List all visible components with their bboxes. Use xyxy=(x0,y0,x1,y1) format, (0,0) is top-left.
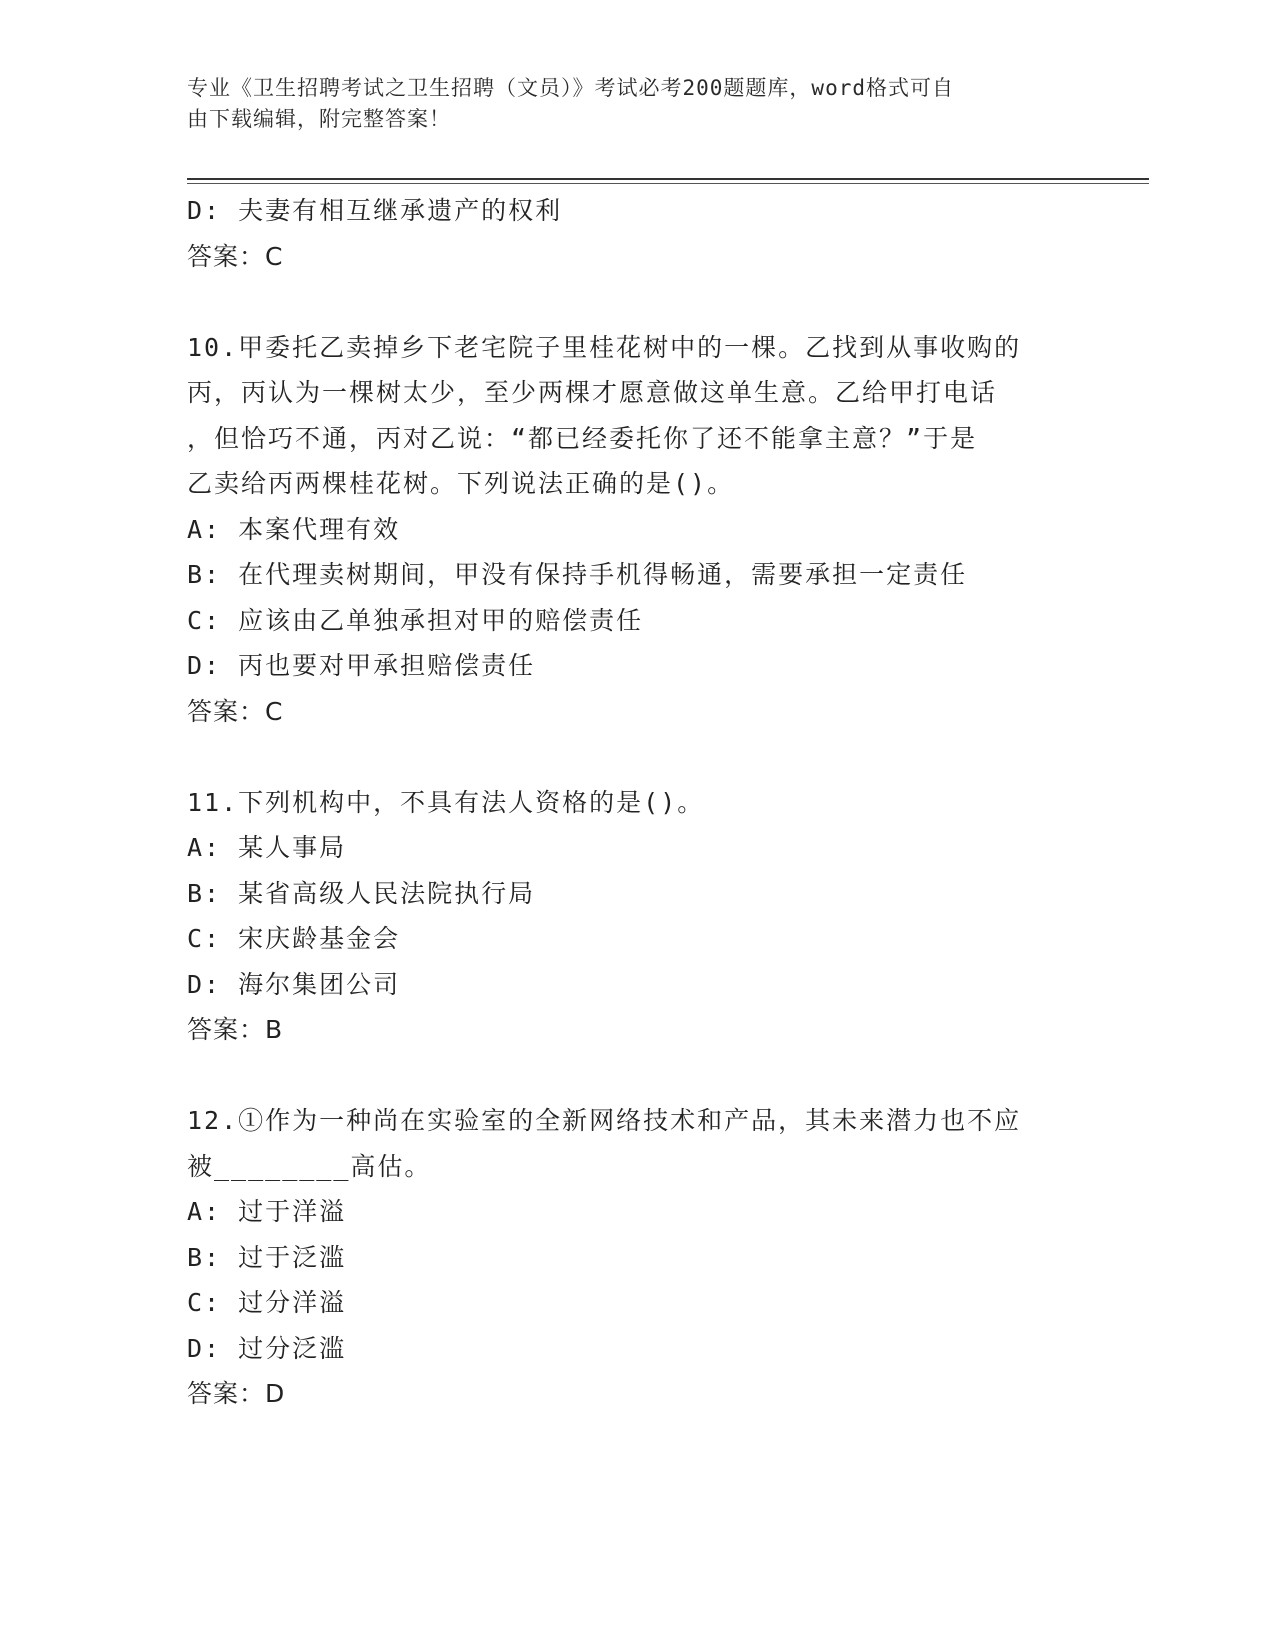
option-a: A: 过于洋溢 xyxy=(187,1197,347,1226)
question-stem-line: 10.甲委托乙卖掉乡下老宅院子里桂花树中的一棵。乙找到从事收购的 xyxy=(187,332,1022,362)
spacer xyxy=(187,734,1087,780)
question-stem-line: 被________高估。 xyxy=(187,1151,432,1181)
header-line-2: 由下载编辑，附完整答案！ xyxy=(187,107,451,131)
question-10 xyxy=(187,325,1087,735)
question-list xyxy=(187,188,1087,1417)
answer-line: 答案：C xyxy=(187,241,284,271)
previous-question-tail xyxy=(187,188,1087,279)
question-stem-line: 12.①作为一种尚在实验室的全新网络技术和产品，其未来潜力也不应 xyxy=(187,1106,1022,1135)
answer-line: 答案：C xyxy=(187,696,284,726)
option-a: A: 某人事局 xyxy=(187,833,347,862)
option-c: C: 应该由乙单独承担对甲的赔偿责任 xyxy=(187,605,644,635)
document-header xyxy=(187,73,1067,135)
spacer xyxy=(187,1053,1087,1099)
header-line-1: 专业《卫生招聘考试之卫生招聘（文员）》考试必考200题题库，word格式可自 xyxy=(187,76,954,100)
option-d: D: 过分泛滥 xyxy=(187,1333,347,1363)
answer-line: 答案：D xyxy=(187,1379,286,1408)
header-divider-thick xyxy=(187,178,1149,180)
header-divider-thin xyxy=(187,183,1149,184)
question-stem-line: 丙，丙认为一棵树太少，至少两棵才愿意做这单生意。乙给甲打电话 xyxy=(187,378,998,407)
option-a: A: 本案代理有效 xyxy=(187,514,401,544)
option-d: D: 丙也要对甲承担赔偿责任 xyxy=(187,651,536,680)
option-c: C: 过分洋溢 xyxy=(187,1288,347,1317)
question-stem-line: 乙卖给丙两棵桂花树。下列说法正确的是()。 xyxy=(187,469,735,498)
option-b: B: 某省高级人民法院执行局 xyxy=(187,878,536,908)
spacer xyxy=(187,279,1087,325)
question-stem-line: ，但恰巧不通，丙对乙说：“都已经委托你了还不能拿主意？”于是 xyxy=(187,423,978,453)
option-b: B: 在代理卖树期间，甲没有保持手机得畅通，需要承担一定责任 xyxy=(187,560,968,589)
option-d: D: 夫妻有相互继承遗产的权利 xyxy=(187,196,563,225)
option-b: B: 过于泛滥 xyxy=(187,1242,347,1272)
option-d: D: 海尔集团公司 xyxy=(187,969,401,999)
question-11 xyxy=(187,780,1087,1053)
question-12 xyxy=(187,1098,1087,1417)
option-c: C: 宋庆龄基金会 xyxy=(187,924,401,953)
question-stem-line: 11.下列机构中，不具有法人资格的是()。 xyxy=(187,787,705,817)
answer-line: 答案：B xyxy=(187,1015,284,1044)
